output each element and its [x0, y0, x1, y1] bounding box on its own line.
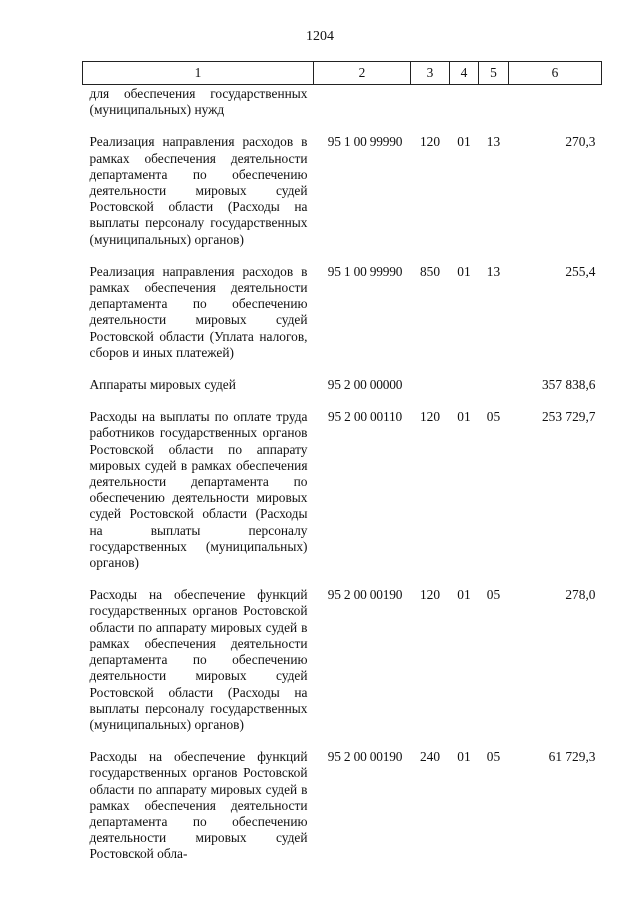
row-target-code: 95 1 00 99990: [327, 134, 403, 150]
row-target-code: 95 2 00 00190: [327, 587, 403, 603]
row-subsection: 05: [486, 587, 501, 603]
header-col-4: 4: [450, 62, 479, 85]
row-section: 01: [457, 587, 471, 603]
header-col-2: 2: [314, 62, 411, 85]
row-name: Расходы на выплаты по оплате труда работников государственных органов Ростовской области по аппарату мировых судей в рамках обеспечения деятельности департамента по обеспечению деятельности мировых судей Ростовской области (Расходы на выплаты персоналу государственных (муниципальных) органов): [89, 409, 308, 571]
row-subsection: 13: [486, 134, 501, 150]
row-section: [450, 377, 479, 409]
row-amount: 278,0: [565, 587, 596, 603]
row-subsection: 05: [486, 749, 501, 765]
table-row: [83, 134, 602, 263]
row-name: Аппараты мировых судей: [89, 377, 236, 393]
header-col-5: 5: [479, 62, 509, 85]
row-target-code: 95 2 00 00190: [327, 749, 403, 765]
row-amount: 253 729,7: [541, 409, 596, 425]
row-section: 01: [457, 134, 471, 150]
row-amount: 61 729,3: [548, 749, 596, 765]
row-section: [450, 85, 479, 135]
row-subsection: 05: [486, 409, 501, 425]
table-row: [83, 264, 602, 377]
row-section: 01: [457, 749, 471, 765]
header-col-1: 1: [83, 62, 314, 85]
row-subsection: 13: [486, 263, 501, 279]
row-section: 01: [457, 409, 471, 425]
row-name: Расходы на обеспечение функций государственных органов Ростовской области по аппарату мировых судей в рамках обеспечения деятельности департамента по обеспечению деятельности мировых судей Ростовской области (Расходы на выплаты персоналу государственных (муниципальных) органов): [89, 587, 308, 732]
budget-table: [82, 61, 602, 879]
row-amount: 270,3: [565, 134, 596, 150]
table-row: [83, 85, 602, 135]
row-target-code: [314, 85, 411, 135]
row-expense-type: 240: [419, 749, 441, 765]
table-row: [83, 377, 602, 409]
header-col-6: 6: [509, 62, 602, 85]
row-name: Расходы на обеспечение функций государственных органов Ростовской области по аппарату мировых судей в рамках обеспечения деятельности департамента по обеспечению деятельности мировых судей Ростовской обла-: [89, 749, 308, 862]
row-amount: 357 838,6: [541, 377, 596, 393]
table-header: [83, 62, 602, 85]
row-expense-type: [411, 85, 450, 135]
page-number: 1204: [306, 29, 334, 44]
row-expense-type: 850: [419, 263, 441, 279]
row-name: Реализация направления расходов в рамках обеспечения деятельности департамента по обеспечению деятельности мировых судей Ростовской области (Уплата налогов, сборов и иных платежей): [89, 263, 308, 360]
row-target-code: 95 1 00 99990: [327, 263, 403, 279]
table-row: [83, 749, 602, 878]
row-expense-type: 120: [419, 587, 441, 603]
row-target-code: 95 2 00 00110: [328, 409, 402, 425]
row-name: Реализация направления расходов в рамках обеспечения деятельности департамента по обеспечению деятельности мировых судей Ростовской области (Расходы на выплаты персоналу государственных (муниципальных) органов): [89, 134, 308, 247]
row-target-code: 95 2 00 00000: [327, 377, 403, 393]
row-expense-type: 120: [419, 409, 441, 425]
row-subsection: [479, 85, 509, 135]
row-section: 01: [457, 263, 471, 279]
row-expense-type: [411, 377, 450, 409]
row-amount: 255,4: [565, 263, 596, 279]
row-expense-type: 120: [419, 134, 441, 150]
row-amount: [509, 85, 602, 135]
table-row: [83, 587, 602, 749]
header-col-3: 3: [411, 62, 450, 85]
row-subsection: [479, 377, 509, 409]
table-row: [83, 409, 602, 587]
row-name: для обеспечения государственных (муниципальных) нужд: [89, 86, 308, 118]
